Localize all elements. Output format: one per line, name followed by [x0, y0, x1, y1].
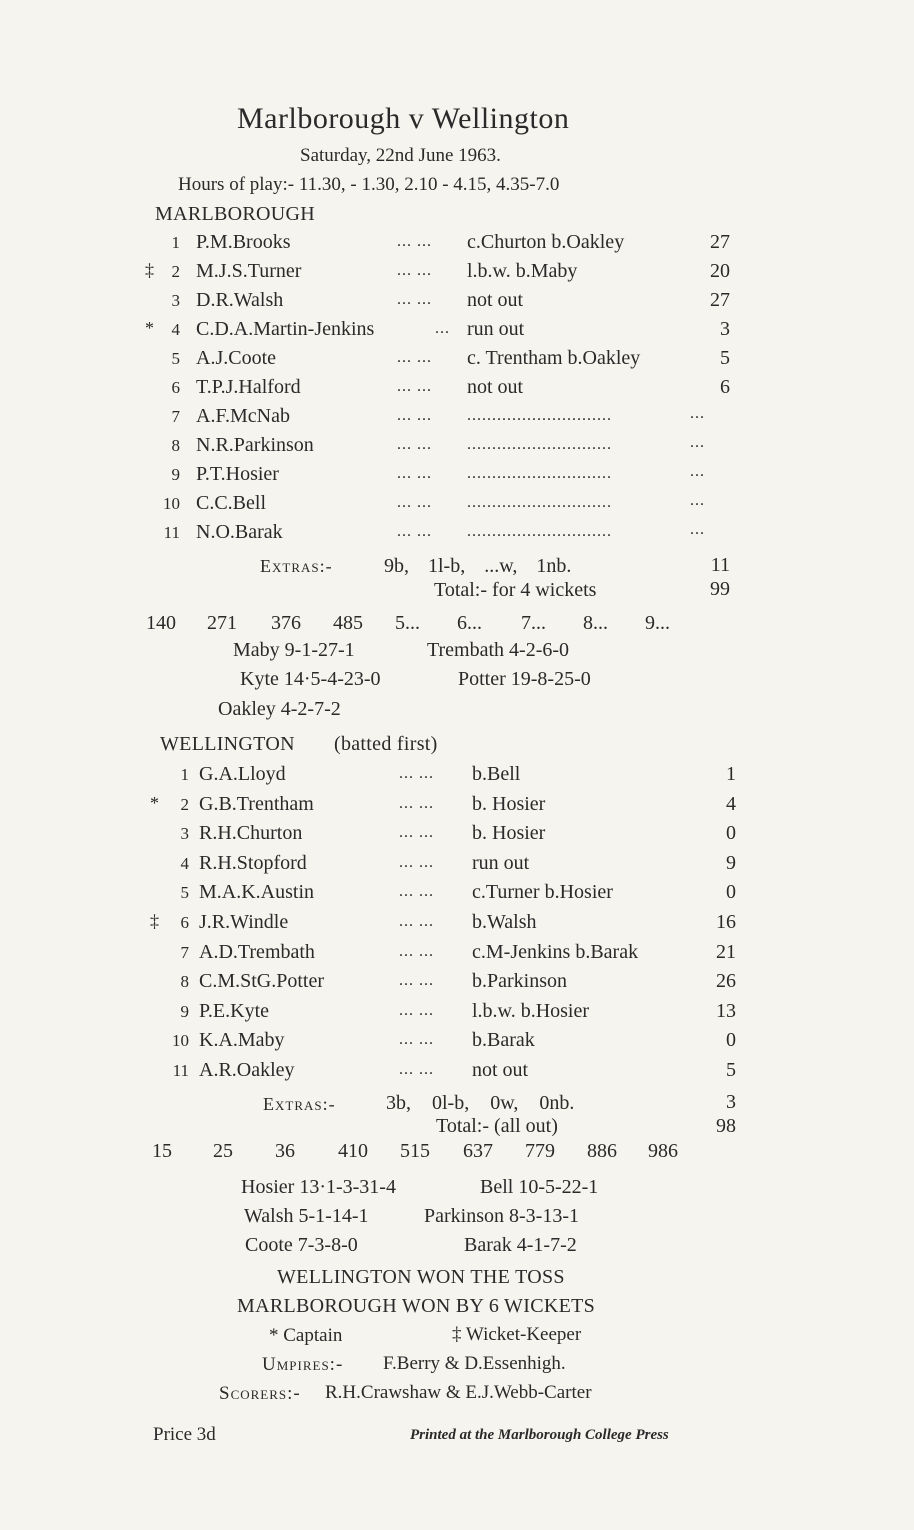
runs: ...: [690, 405, 705, 422]
dismissal: .............................: [467, 523, 612, 540]
runs: 0: [726, 881, 736, 904]
umpires-label: Umpires:-: [262, 1354, 344, 1375]
runs: ...: [690, 434, 705, 451]
batsman-number: 9: [171, 465, 180, 484]
leader-dots: ... ...: [397, 465, 432, 482]
dismissal: run out: [472, 851, 530, 874]
scorers-label: Scorers:-: [219, 1383, 301, 1404]
batsman-name: G.A.Lloyd: [199, 763, 286, 785]
fall-of-wicket: 637: [463, 1140, 493, 1162]
runs: 27: [710, 289, 730, 311]
batsman-number: 1: [171, 233, 180, 252]
marlborough-heading: MARLBOROUGH: [155, 203, 315, 225]
batsman-name: P.M.Brooks: [196, 231, 291, 253]
batsman-number: 2: [171, 262, 180, 281]
wellington-total: 98: [716, 1115, 736, 1137]
batsman-name: J.R.Windle: [199, 911, 289, 933]
dismissal: l.b.w. b.Hosier: [472, 999, 590, 1022]
wellington-heading: WELLINGTON: [160, 733, 295, 755]
runs: 26: [716, 970, 736, 993]
marlborough-bowling-2b: Potter 19-8-25-0: [458, 668, 591, 690]
leader-dots: ... ...: [399, 1031, 434, 1049]
marlborough-extras-detail: 9b, 1l-b, ...w, 1nb.: [384, 555, 572, 577]
match-title: Marlborough v Wellington: [237, 102, 570, 135]
price: Price 3d: [153, 1424, 216, 1445]
runs: ...: [690, 521, 705, 538]
fall-of-wicket: 271: [207, 612, 237, 634]
batsman-number: 11: [163, 523, 180, 542]
fall-of-wicket: 9...: [645, 612, 670, 634]
runs: 3: [720, 318, 730, 340]
batsman-number: 4: [171, 320, 180, 339]
batsman-name: P.T.Hosier: [196, 463, 279, 485]
batsman-number: 8: [171, 436, 180, 455]
runs: 27: [710, 231, 730, 253]
batsman-name: C.C.Bell: [196, 492, 267, 514]
dismissal: not out: [467, 376, 524, 398]
runs: 4: [726, 792, 736, 815]
dismissal: b.Walsh: [472, 911, 537, 933]
batsman-number: 6: [171, 378, 180, 397]
runs: 5: [726, 1059, 736, 1081]
leader-dots: ... ...: [397, 233, 432, 250]
runs: 9: [726, 851, 736, 874]
marlborough-total-label: Total:- for 4 wickets: [434, 579, 597, 601]
batsman-number: 10: [163, 494, 180, 513]
runs: 5: [720, 347, 730, 369]
wellington-bowling-2b: Parkinson 8-3-13-1: [424, 1205, 579, 1227]
umpires: F.Berry & D.Essenhigh.: [383, 1353, 566, 1374]
fall-of-wicket: 485: [333, 612, 363, 634]
batsman-name: N.R.Parkinson: [196, 434, 314, 456]
printer-credit: Printed at the Marlborough College Press: [410, 1427, 669, 1443]
leader-dots: ... ...: [397, 436, 432, 453]
runs: 21: [716, 940, 736, 963]
wellington-bowling-1b: Bell 10-5-22-1: [480, 1176, 599, 1198]
runs: 0: [726, 1029, 736, 1052]
batsman-number: 3: [171, 291, 180, 310]
hours-of-play: Hours of play:- 11.30, - 1.30, 2.10 - 4.15, 4.35-7.0: [178, 174, 560, 195]
dismissal: l.b.w. b.Maby: [467, 260, 578, 282]
fall-of-wicket: 6...: [457, 612, 482, 634]
batsman-name: A.R.Oakley: [199, 1059, 295, 1081]
dismissal: .............................: [467, 494, 612, 511]
leader-dots: ... ...: [399, 1061, 434, 1078]
leader-dots: ... ...: [397, 407, 432, 424]
wellington-batted-first: (batted first): [334, 733, 438, 755]
fall-of-wicket: 986: [648, 1140, 678, 1162]
captain-key: * Captain: [269, 1325, 343, 1346]
runs: 6: [720, 376, 730, 398]
fall-of-wicket: 140: [146, 612, 176, 634]
dismissal: b. Hosier: [472, 792, 546, 815]
toss-result: WELLINGTON WON THE TOSS: [277, 1266, 565, 1288]
wellington-extras-detail: 3b, 0l-b, 0w, 0nb.: [386, 1092, 575, 1114]
wellington-bowling-2a: Walsh 5-1-14-1: [244, 1205, 369, 1227]
batsman-number: 8: [180, 972, 189, 992]
wellington-extras-label: Extras:-: [263, 1094, 336, 1114]
batsman-number: 6: [180, 913, 189, 932]
batsman-name: N.O.Barak: [196, 521, 283, 543]
dismissal: b.Barak: [472, 1029, 535, 1052]
batsman-number: 11: [172, 1061, 189, 1080]
leader-dots: ... ...: [399, 1001, 434, 1019]
dismissal: b.Bell: [472, 763, 521, 785]
runs: ...: [690, 463, 705, 480]
marlborough-extras-label: Extras:-: [260, 556, 333, 576]
batsman-number: 10: [172, 1031, 189, 1051]
dismissal: b.Parkinson: [472, 970, 567, 993]
batsman-role-mark: *: [145, 318, 154, 338]
wicket-keeper-key: ‡ Wicket-Keeper: [452, 1324, 582, 1345]
leader-dots: ... ...: [397, 523, 432, 540]
scorers: R.H.Crawshaw & E.J.Webb-Carter: [325, 1382, 592, 1403]
runs: 20: [710, 260, 730, 282]
leader-dots: ... ...: [399, 794, 434, 812]
dismissal: run out: [467, 318, 525, 340]
batsman-name: D.R.Walsh: [196, 289, 284, 311]
runs: 0: [726, 822, 736, 845]
dismissal: .............................: [467, 465, 612, 482]
leader-dots: ... ...: [397, 494, 432, 511]
leader-dots: ... ...: [399, 765, 434, 782]
leader-dots: ... ...: [399, 942, 434, 960]
leader-dots: ...: [435, 320, 450, 337]
leader-dots: ... ...: [399, 824, 434, 842]
dismissal: c.Churton b.Oakley: [467, 231, 625, 253]
fall-of-wicket: 410: [338, 1140, 368, 1162]
batsman-name: A.D.Trembath: [199, 940, 315, 963]
wellington-bowling-3b: Barak 4-1-7-2: [464, 1234, 577, 1256]
leader-dots: ... ...: [397, 262, 432, 279]
wellington-bowling-1a: Hosier 13·1-3-31-4: [241, 1176, 396, 1198]
marlborough-bowling-3a: Oakley 4-2-7-2: [218, 698, 341, 720]
batsman-number: 9: [180, 1001, 189, 1021]
batsman-role-mark: ‡: [145, 260, 154, 280]
marlborough-bowling-2a: Kyte 14·5-4-23-0: [240, 668, 381, 690]
match-date: Saturday, 22nd June 1963.: [300, 145, 501, 166]
batsman-role-mark: *: [150, 792, 159, 813]
leader-dots: ... ...: [397, 291, 432, 308]
fall-of-wicket: 5...: [395, 612, 420, 634]
batsman-name: C.M.StG.Potter: [199, 970, 325, 993]
batsman-name: G.B.Trentham: [199, 792, 314, 815]
match-result: MARLBOROUGH WON BY 6 WICKETS: [237, 1295, 596, 1317]
batsman-name: R.H.Stopford: [199, 851, 307, 874]
wellington-bowling-3a: Coote 7-3-8-0: [245, 1234, 358, 1256]
batsman-name: R.H.Churton: [199, 822, 303, 845]
dismissal: c.M-Jenkins b.Barak: [472, 940, 639, 963]
marlborough-extras: 11: [710, 554, 730, 576]
batsman-name: T.P.J.Halford: [196, 376, 301, 398]
dismissal: c. Trentham b.Oakley: [467, 347, 641, 369]
fall-of-wicket: 7...: [521, 612, 546, 634]
wellington-extras: 3: [726, 1091, 736, 1113]
batsman-number: 7: [180, 942, 189, 962]
batsman-name: P.E.Kyte: [199, 999, 269, 1022]
batsman-number: 2: [180, 794, 189, 814]
marlborough-bowling-1a: Maby 9-1-27-1: [233, 639, 355, 661]
runs: 16: [716, 911, 736, 933]
dismissal: b. Hosier: [472, 822, 546, 845]
batsman-number: 4: [180, 853, 189, 873]
leader-dots: ... ...: [397, 349, 432, 366]
marlborough-bowling-1b: Trembath 4-2-6-0: [427, 639, 570, 661]
fall-of-wicket: 515: [400, 1140, 430, 1162]
batsman-name: C.D.A.Martin-Jenkins: [196, 318, 375, 340]
batsman-number: 5: [180, 883, 189, 903]
batsman-role-mark: ‡: [150, 911, 159, 931]
dismissal: not out: [472, 1059, 529, 1081]
leader-dots: ... ...: [399, 972, 434, 990]
dismissal: .............................: [467, 436, 612, 453]
fall-of-wicket: 36: [275, 1140, 295, 1162]
batsman-number: 3: [180, 824, 189, 844]
fall-of-wicket: 8...: [583, 612, 608, 634]
dismissal: .............................: [467, 407, 612, 424]
runs: ...: [690, 492, 705, 509]
dismissal: not out: [467, 289, 524, 311]
wellington-total-label: Total:- (all out): [436, 1115, 558, 1137]
batsman-name: K.A.Maby: [199, 1029, 285, 1052]
batsman-name: M.A.K.Austin: [199, 881, 315, 904]
leader-dots: ... ...: [399, 853, 434, 871]
batsman-number: 1: [180, 765, 189, 784]
leader-dots: ... ...: [397, 378, 432, 395]
runs: 1: [726, 763, 736, 785]
leader-dots: ... ...: [399, 913, 434, 930]
batsman-name: A.J.Coote: [196, 347, 276, 369]
batsman-name: M.J.S.Turner: [196, 260, 302, 282]
leader-dots: ... ...: [399, 883, 434, 901]
marlborough-total: 99: [710, 578, 730, 600]
batsman-number: 7: [171, 407, 180, 426]
fall-of-wicket: 886: [587, 1140, 617, 1162]
fall-of-wicket: 376: [271, 612, 301, 634]
dismissal: c.Turner b.Hosier: [472, 881, 613, 904]
batsman-name: A.F.McNab: [196, 405, 290, 427]
fall-of-wicket: 25: [213, 1140, 233, 1162]
fall-of-wicket: 15: [152, 1140, 172, 1162]
batsman-number: 5: [171, 349, 180, 368]
fall-of-wicket: 779: [525, 1140, 555, 1162]
runs: 13: [716, 999, 736, 1022]
